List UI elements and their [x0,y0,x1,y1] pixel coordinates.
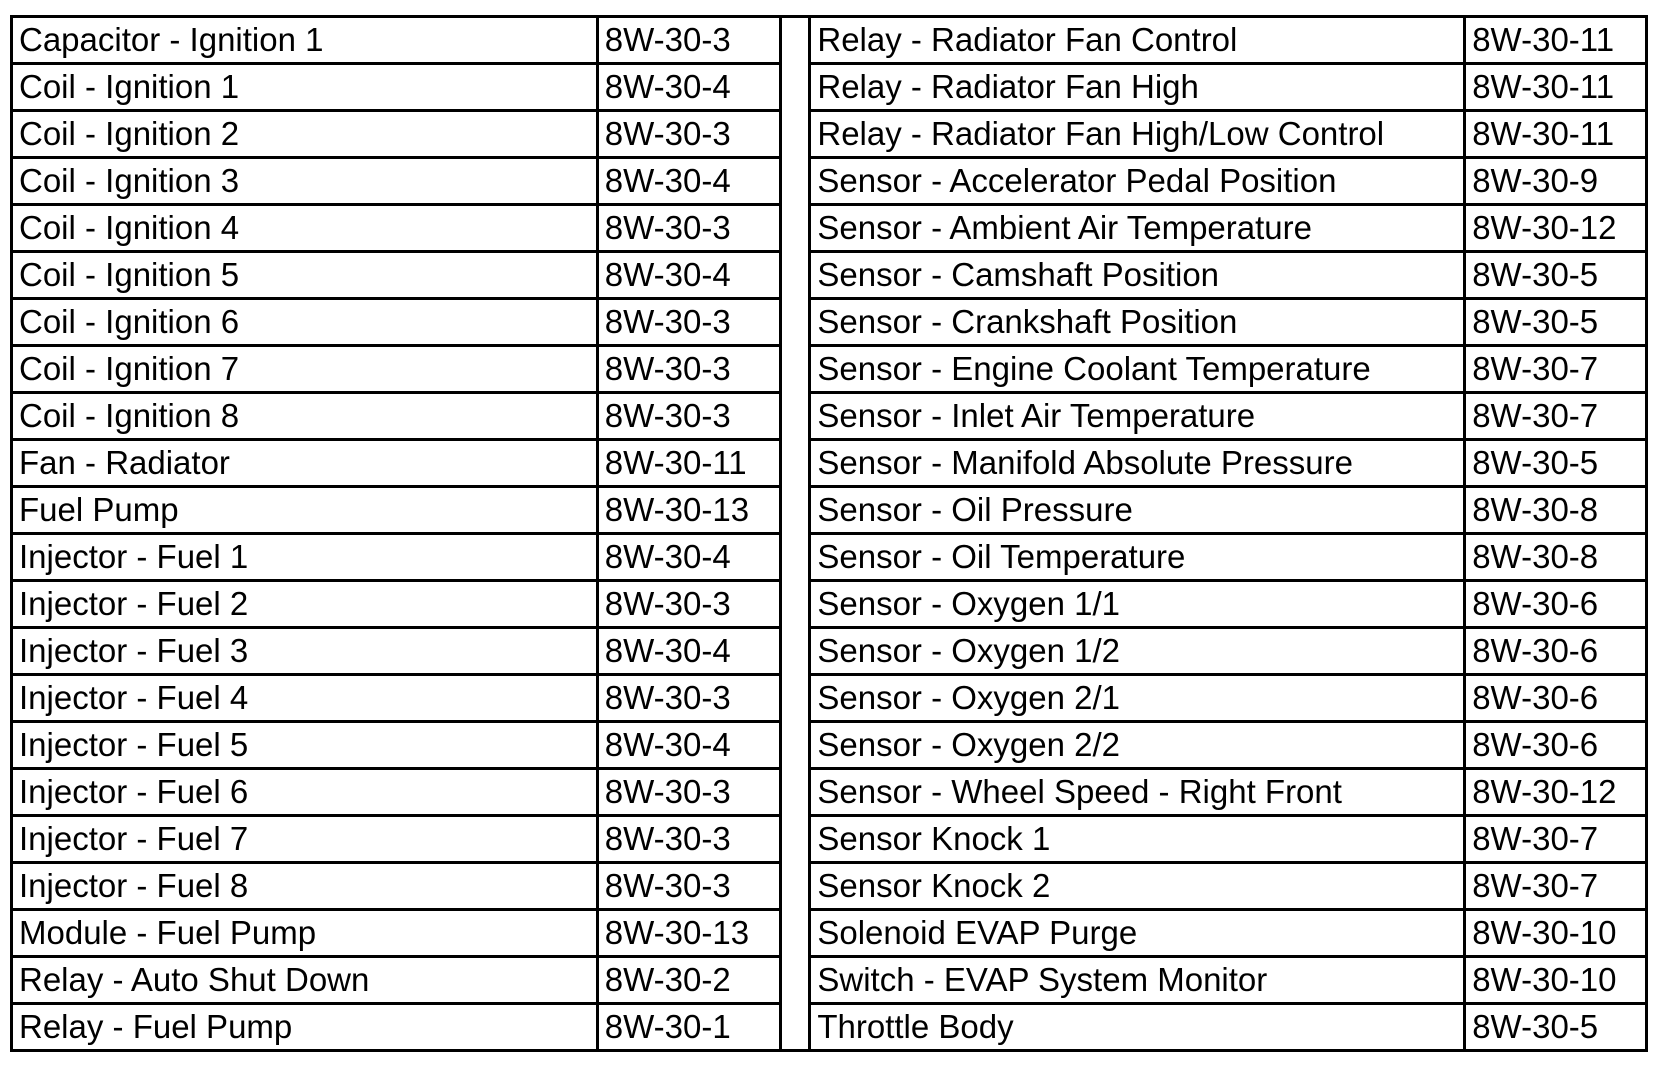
table-row [12,769,1647,816]
table-row [12,722,1647,769]
left-component-cell: Module - Fuel Pump [12,910,598,957]
column-gap [780,158,810,205]
right-component-cell: Sensor - Camshaft Position [810,252,1465,299]
right-page-cell: 8W-30-5 [1465,299,1647,346]
table-row [12,628,1647,675]
right-page-cell: 8W-30-7 [1465,816,1647,863]
column-gap [780,534,810,581]
right-component-cell: Sensor - Oxygen 2/1 [810,675,1465,722]
right-page-cell: 8W-30-5 [1465,1004,1647,1051]
right-component-cell: Relay - Radiator Fan High [810,64,1465,111]
right-component-cell: Sensor - Oil Temperature [810,534,1465,581]
left-page-cell: 8W-30-4 [597,722,780,769]
right-page-cell: 8W-30-10 [1465,910,1647,957]
right-component-cell: Sensor Knock 1 [810,816,1465,863]
right-component-cell: Sensor - Oil Pressure [810,487,1465,534]
left-page-cell: 8W-30-3 [597,675,780,722]
left-page-cell: 8W-30-3 [597,17,780,64]
table-row [12,111,1647,158]
table-row [12,252,1647,299]
left-component-cell: Coil - Ignition 4 [12,205,598,252]
right-component-cell: Sensor - Inlet Air Temperature [810,393,1465,440]
column-gap [780,1004,810,1051]
right-page-cell: 8W-30-12 [1465,205,1647,252]
right-page-cell: 8W-30-11 [1465,64,1647,111]
left-page-cell: 8W-30-2 [597,957,780,1004]
left-component-cell: Coil - Ignition 5 [12,252,598,299]
right-component-cell: Relay - Radiator Fan High/Low Control [810,111,1465,158]
left-page-cell: 8W-30-3 [597,111,780,158]
left-page-cell: 8W-30-4 [597,534,780,581]
column-gap [780,17,810,64]
left-component-cell: Fuel Pump [12,487,598,534]
right-page-cell: 8W-30-5 [1465,252,1647,299]
right-page-cell: 8W-30-7 [1465,393,1647,440]
right-page-cell: 8W-30-8 [1465,534,1647,581]
column-gap [780,487,810,534]
table-row [12,17,1647,64]
table-row [12,487,1647,534]
left-page-cell: 8W-30-4 [597,628,780,675]
left-page-cell: 8W-30-4 [597,252,780,299]
right-page-cell: 8W-30-12 [1465,769,1647,816]
left-page-cell: 8W-30-13 [597,910,780,957]
table-row [12,534,1647,581]
right-page-cell: 8W-30-7 [1465,863,1647,910]
component-index-body [12,17,1647,1051]
column-gap [780,64,810,111]
left-component-cell: Coil - Ignition 3 [12,158,598,205]
table-row [12,863,1647,910]
left-component-cell: Injector - Fuel 1 [12,534,598,581]
component-index-table [10,15,1648,1052]
table-row [12,440,1647,487]
column-gap [780,346,810,393]
column-gap [780,252,810,299]
right-component-cell: Sensor - Wheel Speed - Right Front [810,769,1465,816]
left-component-cell: Coil - Ignition 2 [12,111,598,158]
left-component-cell: Coil - Ignition 8 [12,393,598,440]
left-page-cell: 8W-30-3 [597,769,780,816]
left-page-cell: 8W-30-3 [597,816,780,863]
table-row [12,64,1647,111]
table-row [12,816,1647,863]
left-component-cell: Coil - Ignition 1 [12,64,598,111]
table-row [12,1004,1647,1051]
column-gap [780,722,810,769]
right-page-cell: 8W-30-6 [1465,722,1647,769]
left-page-cell: 8W-30-13 [597,487,780,534]
left-page-cell: 8W-30-3 [597,393,780,440]
column-gap [780,769,810,816]
right-component-cell: Sensor - Oxygen 1/2 [810,628,1465,675]
left-component-cell: Injector - Fuel 5 [12,722,598,769]
left-component-cell: Coil - Ignition 6 [12,299,598,346]
left-component-cell: Injector - Fuel 6 [12,769,598,816]
table-row [12,910,1647,957]
right-page-cell: 8W-30-6 [1465,675,1647,722]
right-page-cell: 8W-30-6 [1465,581,1647,628]
right-page-cell: 8W-30-6 [1465,628,1647,675]
left-page-cell: 8W-30-1 [597,1004,780,1051]
left-page-cell: 8W-30-3 [597,863,780,910]
right-component-cell: Throttle Body [810,1004,1465,1051]
column-gap [780,863,810,910]
column-gap [780,910,810,957]
right-component-cell: Sensor - Oxygen 1/1 [810,581,1465,628]
table-row [12,581,1647,628]
table-row [12,158,1647,205]
table-row [12,393,1647,440]
column-gap [780,299,810,346]
right-page-cell: 8W-30-11 [1465,111,1647,158]
right-component-cell: Sensor Knock 2 [810,863,1465,910]
table-row [12,957,1647,1004]
right-page-cell: 8W-30-7 [1465,346,1647,393]
column-gap [780,393,810,440]
right-component-cell: Solenoid EVAP Purge [810,910,1465,957]
table-row [12,675,1647,722]
right-page-cell: 8W-30-11 [1465,17,1647,64]
left-page-cell: 8W-30-4 [597,64,780,111]
right-page-cell: 8W-30-8 [1465,487,1647,534]
left-component-cell: Relay - Fuel Pump [12,1004,598,1051]
column-gap [780,957,810,1004]
table-row [12,205,1647,252]
left-page-cell: 8W-30-3 [597,299,780,346]
column-gap [780,111,810,158]
right-component-cell: Relay - Radiator Fan Control [810,17,1465,64]
left-component-cell: Fan - Radiator [12,440,598,487]
right-component-cell: Sensor - Accelerator Pedal Position [810,158,1465,205]
column-gap [780,440,810,487]
column-gap [780,675,810,722]
column-gap [780,816,810,863]
column-gap [780,205,810,252]
right-page-cell: 8W-30-9 [1465,158,1647,205]
left-page-cell: 8W-30-3 [597,581,780,628]
right-component-cell: Switch - EVAP System Monitor [810,957,1465,1004]
left-component-cell: Coil - Ignition 7 [12,346,598,393]
left-component-cell: Injector - Fuel 2 [12,581,598,628]
right-component-cell: Sensor - Manifold Absolute Pressure [810,440,1465,487]
table-row [12,346,1647,393]
left-page-cell: 8W-30-4 [597,158,780,205]
left-page-cell: 8W-30-11 [597,440,780,487]
right-component-cell: Sensor - Oxygen 2/2 [810,722,1465,769]
left-component-cell: Relay - Auto Shut Down [12,957,598,1004]
left-component-cell: Injector - Fuel 3 [12,628,598,675]
left-component-cell: Injector - Fuel 8 [12,863,598,910]
left-page-cell: 8W-30-3 [597,346,780,393]
right-page-cell: 8W-30-10 [1465,957,1647,1004]
left-page-cell: 8W-30-3 [597,205,780,252]
column-gap [780,628,810,675]
table-row [12,299,1647,346]
left-component-cell: Injector - Fuel 7 [12,816,598,863]
right-component-cell: Sensor - Ambient Air Temperature [810,205,1465,252]
right-component-cell: Sensor - Crankshaft Position [810,299,1465,346]
left-component-cell: Capacitor - Ignition 1 [12,17,598,64]
right-page-cell: 8W-30-5 [1465,440,1647,487]
right-component-cell: Sensor - Engine Coolant Temperature [810,346,1465,393]
column-gap [780,581,810,628]
left-component-cell: Injector - Fuel 4 [12,675,598,722]
